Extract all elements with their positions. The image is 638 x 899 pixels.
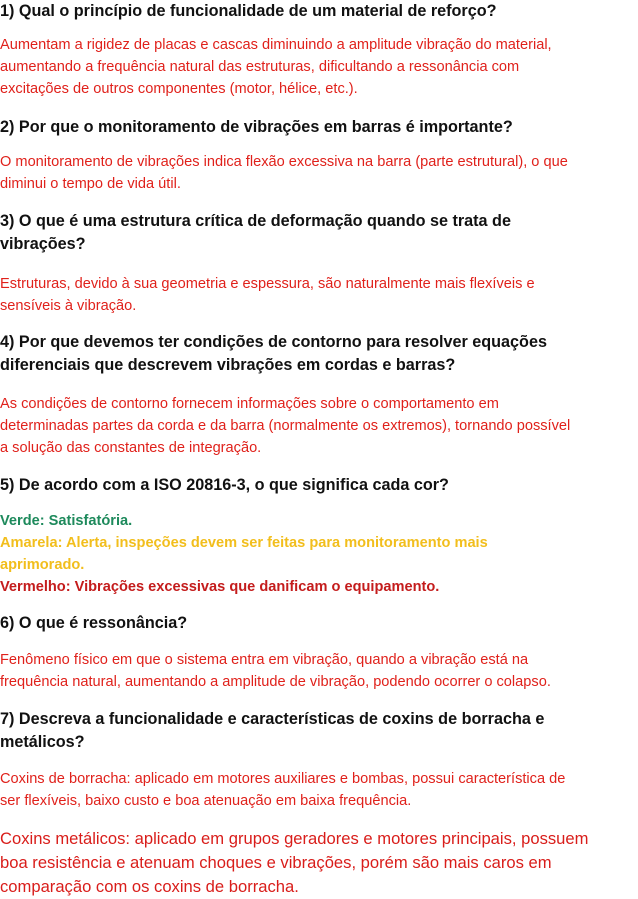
answer-1-line-2: aumentando a frequência natural das estruturas, dificultando a ressonância com [0,59,520,75]
answer-4-line-2: determinadas partes da corda e da barra (normalmente os extremos), tornando possível [0,418,571,434]
color-green-text: Verde: Satisfatória. [0,513,133,529]
question-3-line-1: 3) O que é uma estrutura crítica de deformação quando se trata de [0,212,511,230]
answer-7-metal [0,827,638,899]
answer-1 [0,34,638,100]
answer-5 [0,510,638,598]
question-3-line-2: vibrações? [0,235,86,253]
answer-4-line-3: a solução das constantes de integração. [0,440,262,456]
answer-7-rubber-line-1: Coxins de borracha: aplicado em motores auxiliares e bombas, possui característica de [0,771,566,787]
answer-3-line-2: sensíveis à vibração. [0,298,137,314]
question-4-line-1: 4) Por que devemos ter condições de contorno para resolver equações [0,333,547,351]
question-7 [0,708,638,754]
answer-6-line-2: frequência natural, aumentando a amplitude de vibração, podendo ocorrer o colapso. [0,674,551,690]
question-7-line-2: metálicos? [0,733,85,751]
question-3 [0,210,638,256]
answer-3 [0,273,638,317]
answer-7-metal-line-2: boa resistência e atenuam choques e vibrações, porém são mais caros em [0,853,552,872]
answer-7-metal-line-1: Coxins metálicos: aplicado em grupos geradores e motores principais, possuem [0,829,589,848]
color-yellow-line-2: aprimorado. [0,557,85,573]
answer-7-rubber-line-2: ser flexíveis, baixo custo e boa atenuação em baixa frequência. [0,793,412,809]
question-2-text: 2) Por que o monitoramento de vibrações em barras é importante? [0,118,513,136]
answer-2-line-1: O monitoramento de vibrações indica flexão excessiva na barra (parte estrutural), o que [0,154,568,170]
answer-7-metal-line-3: comparação com os coxins de borracha. [0,877,299,896]
answer-4-line-1: As condições de contorno fornecem informações sobre o comportamento em [0,396,499,412]
question-1 [0,0,638,23]
answer-1-line-1: Aumentam a rigidez de placas e cascas diminuindo a amplitude vibração do material, [0,37,552,53]
question-2 [0,116,638,139]
question-6 [0,612,638,635]
question-4 [0,331,638,377]
answer-1-line-3: excitações de outros componentes (motor, hélice, etc.). [0,81,358,97]
answer-2-line-2: diminui o tempo de vida útil. [0,176,181,192]
answer-6 [0,649,638,693]
question-6-text: 6) O que é ressonância? [0,614,188,632]
color-yellow-line-1: Amarela: Alerta, inspeções devem ser feitas para monitoramento mais [0,535,488,551]
answer-7-rubber [0,768,638,812]
question-5-text: 5) De acordo com a ISO 20816-3, o que significa cada cor? [0,476,449,494]
question-7-line-1: 7) Descreva a funcionalidade e características de coxins de borracha e [0,710,545,728]
question-4-line-2: diferenciais que descrevem vibrações em cordas e barras? [0,356,456,374]
answer-3-line-1: Estruturas, devido à sua geometria e espessura, são naturalmente mais flexíveis e [0,276,535,292]
question-1-text: 1) Qual o princípio de funcionalidade de um material de reforço? [0,2,497,20]
answer-2 [0,151,638,195]
color-red-text: Vermelho: Vibrações excessivas que danificam o equipamento. [0,579,440,595]
answer-4 [0,393,638,459]
answer-6-line-1: Fenômeno físico em que o sistema entra em vibração, quando a vibração está na [0,652,529,668]
question-5 [0,474,638,497]
